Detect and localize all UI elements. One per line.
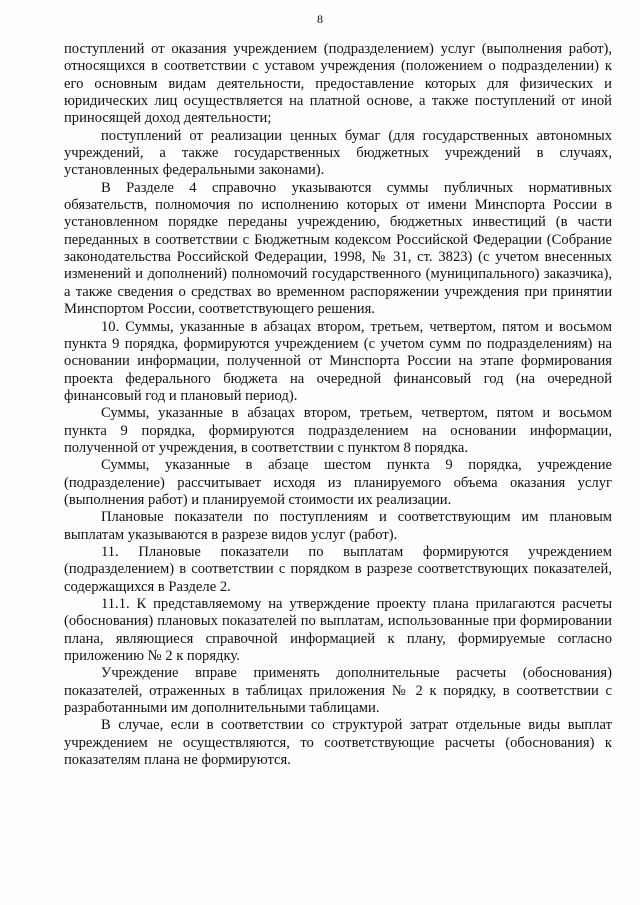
page-number: 8 xyxy=(317,12,323,26)
paragraph: 10. Суммы, указанные в абзацах втором, третьем, четвертом, пятом и восьмом пункта 9 порядка, формируются учреждением (с учетом сумм по подразделениям) на основании информации, полученной от Минспорта России на этапе формирования проекта федерального бюджета на очередной финансовый год (на очередной финансовый год и плановый период). xyxy=(64,318,612,404)
document-body xyxy=(64,41,612,769)
paragraph: поступлений от реализации ценных бумаг (для государственных автономных учреждений, а также государственных бюджетных учреждений в случаях, установленных федеральными законами). xyxy=(64,127,612,179)
paragraph: Суммы, указанные в абзаце шестом пункта 9 порядка, учреждение (подразделение) рассчитывает исходя из планируемого объема оказания услуг (выполнения работ) и планируемой стоимости их реализации. xyxy=(64,457,612,508)
paragraph: поступлений от оказания учреждением (подразделением) услуг (выполнения работ), относящихся в соответствии с уставом учреждения (положением о подразделении) к его основным видам деятельности, предоставление которых для физических и юридических лиц осуществляется на платной основе, а также поступлений от иной приносящей доход деятельности; xyxy=(64,41,612,127)
paragraph: 11. Плановые показатели по выплатам формируются учреждением (подразделением) в соответствии с порядком в разрезе соответствующих показателей, содержащихся в Разделе 2. xyxy=(64,543,612,595)
paragraph: Учреждение вправе применять дополнительные расчеты (обоснования) показателей, отраженных в таблицах приложения № 2 к порядку, в соответствии с разработанными им дополнительными таблицами. xyxy=(64,665,612,717)
paragraph: Плановые показатели по поступлениям и соответствующим им плановым выплатам указываются в разрезе видов услуг (работ). xyxy=(64,509,612,543)
paragraph: Суммы, указанные в абзацах втором, третьем, четвертом, пятом и восьмом пункта 9 порядка, формируются подразделением на основании информации, полученной от учреждения, в соответствии с пунктом 8 порядка. xyxy=(64,405,612,456)
paragraph: 11.1. К представляемому на утверждение проекту плана прилагаются расчеты (обоснования) плановых показателей по выплатам, использованные при формировании плана, являющиеся справочной информацией к плану, формируемые согласно приложению № 2 к порядку. xyxy=(64,596,612,665)
paragraph: В случае, если в соответствии со структурой затрат отдельные виды выплат учреждением не осуществляются, то соответствующие расчеты (обоснования) к показателям плана не формируются. xyxy=(64,717,612,769)
paragraph: В Разделе 4 справочно указываются суммы публичных нормативных обязательств, полномочия по исполнению которых от имени Минспорта России в установленном порядке переданы учреждению, бюджетных инвестиций (в части переданных в соответствии с Бюджетным кодексом Российской Федерации (Собрание законодательства Российской Федерации, 1998, № 31, ст. 3823) (с учетом внесенных изменений и дополнений) полномочий государственного (муниципального) заказчика), а также сведения о средствах во временном распоряжении учреждения при принятии Минспортом России, соответствующего решения. xyxy=(64,179,612,318)
